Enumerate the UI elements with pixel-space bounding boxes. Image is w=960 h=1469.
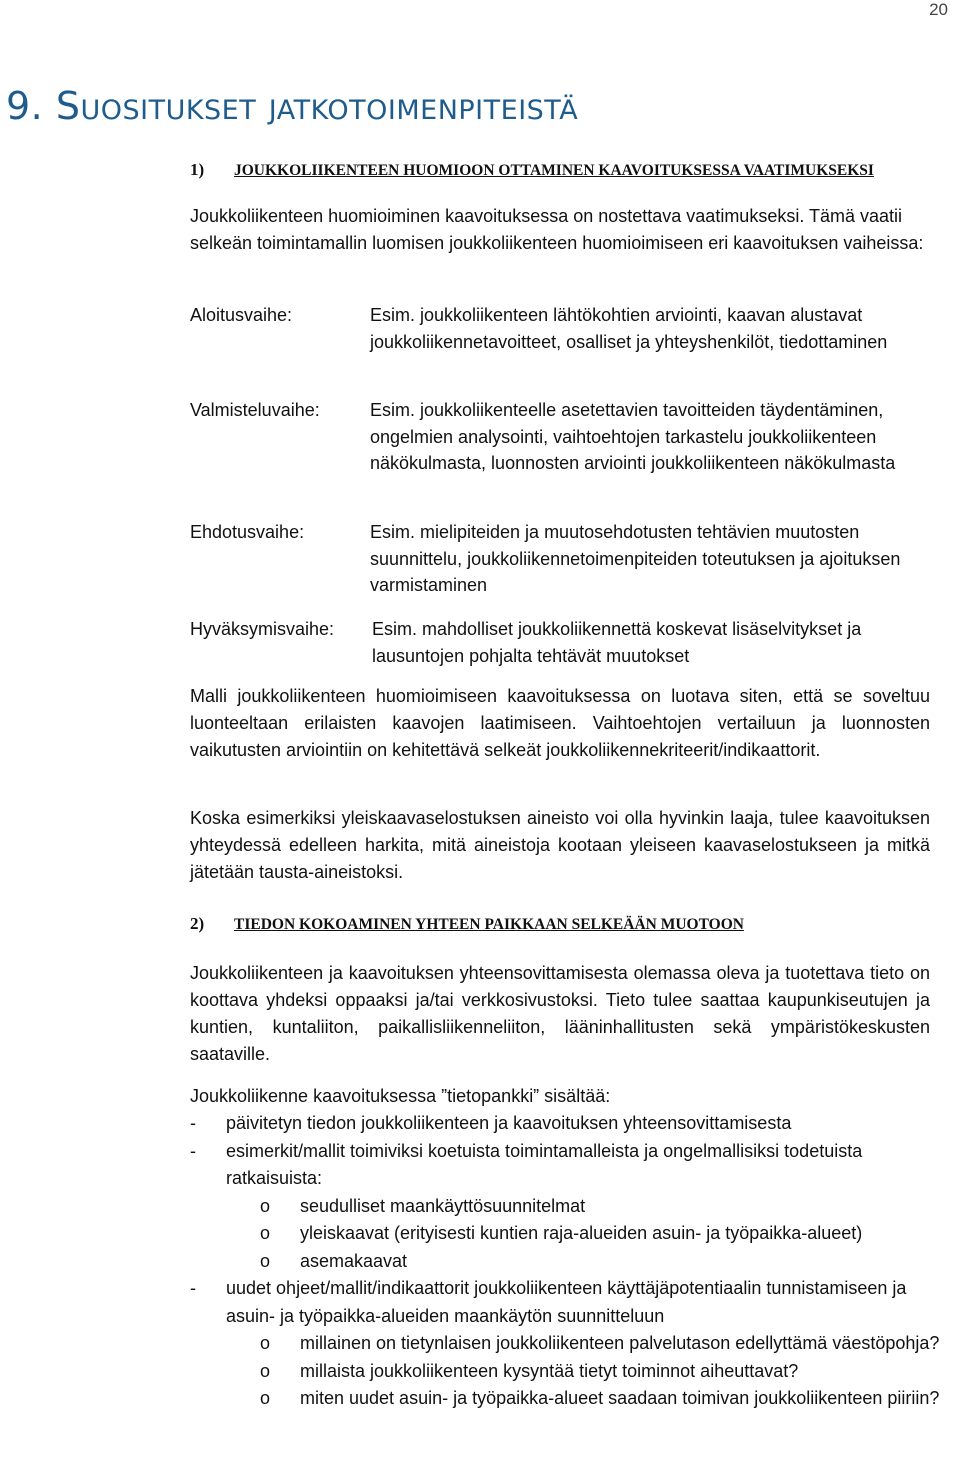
list-item [190, 1275, 950, 1330]
section-2-title: TIEDON KOKOAMINEN YHTEEN PAIKKAAN SELKEÄÄN MUOTOON [234, 916, 744, 933]
sub-list-item [190, 1385, 950, 1413]
sub-list-item-text: miten uudet asuin- ja työpaikka-alueet saadaan toimivan joukkoliikenteen piiriin? [300, 1388, 940, 1408]
sub-list-item-text: asemakaavat [300, 1250, 408, 1271]
phase-description: Esim. joukkoliikenteen lähtökohtien arviointi, kaavan alustavat joukkoliikennetavoitteet, osalliset ja yhteyshenkilöt, tiedottaminen [370, 305, 888, 352]
list-item-text: päivitetyn tiedon joukkoliikenteen ja kaavoituksen yhteensovittamisesta [226, 1113, 792, 1133]
circle-bullet: o [260, 1195, 271, 1216]
phase-description: Esim. mielipiteiden ja muutosehdotusten tehtävien muutosten suunnittelu, joukkoliikennetoimenpiteiden toteutuksen ja ajoituksen varmistaminen [370, 522, 901, 595]
circle-bullet: o [260, 1333, 271, 1353]
content-list [190, 1110, 950, 1413]
sub-list-item-text: millainen on tietynlaisen joukkoliikenteen palvelutason edellyttämä väestöpohja? [300, 1333, 940, 1353]
section-1-number: 1) [190, 160, 205, 179]
phase-label: Ehdotusvaihe: [190, 522, 305, 542]
section-2-paragraph: Joukkoliikenteen ja kaavoituksen yhteensovittamisesta olemassa oleva ja tuotettava tieto on koottava yhdeksi oppaaksi ja/tai verkkosivustoksi. Tieto tulee saattaa kaupunkiseutujen ja kuntien, kuntaliiton, paikallisliikenneliiton, lääninhallitusten sekä ympäristökeskusten saataville. [190, 963, 930, 1064]
section-1-paragraph: Koska esimerkiksi yleiskaavaselostuksen aineisto voi olla hyvinkin laaja, tulee kaavoituksen yhteydessä edelleen harkita, mitä aineistoja kootaan yleiseen kaavaselostukseen ja mitkä jätetään tausta-aineistoksi. [190, 808, 930, 882]
sub-list-item [190, 1193, 950, 1221]
list-item-text: uudet ohjeet/mallit/indikaattorit joukkoliikenteen käyttäjäpotentiaalin tunnistamiseen ja asuin- ja työpaikka-alueiden maankäytön suunnitteluun [226, 1278, 907, 1326]
sub-list-item [190, 1358, 950, 1386]
section-1-intro: Joukkoliikenteen huomioiminen kaavoituksessa on nostettava vaatimukseksi. Tämä vaatii selkeän toimintamallin luomisen joukkoliikenteen huomioimiseen eri kaavoituksen vaiheissa: [190, 206, 924, 253]
section-1-paragraph: Malli joukkoliikenteen huomioimiseen kaavoituksessa on luotava siten, että se soveltuu luonteeltaan erilaisten kaavojen laatimiseen. Vaihtoehtojen vertailuun ja luonnosten vaikutusten arviointiin on kehitettävä selkeät joukkoliikennekriteerit/indikaattorit. [190, 686, 930, 760]
dash-bullet: - [190, 1278, 196, 1298]
sub-list-item-text: yleiskaavat (erityisesti kuntien raja-alueiden asuin- ja työpaikka-alueet) [300, 1223, 863, 1243]
phase-label: Valmisteluvaihe: [190, 400, 320, 420]
list-item [190, 1138, 950, 1193]
section-2-number: 2) [190, 914, 205, 933]
phase-label: Aloitusvaihe: [190, 305, 293, 325]
circle-bullet: o [260, 1360, 271, 1381]
list-intro: Joukkoliikenne kaavoituksessa ”tietopankki” sisältää: [190, 1086, 611, 1106]
phase-description: Esim. mahdolliset joukkoliikennettä koskevat lisäselvitykset ja lausuntojen pohjalta tehtävät muutokset [372, 619, 862, 666]
dash-bullet: - [190, 1113, 196, 1133]
section-2-heading [190, 914, 744, 934]
phase-description: Esim. joukkoliikenteelle asetettavien tavoitteiden täydentäminen, ongelmien analysointi, vaihtoehtojen tarkastelu joukkoliikenteen näkökulmasta, luonnosten arviointi joukkoliikenteen näkökulmasta [370, 400, 896, 473]
phase-label: Hyväksymisvaihe: [190, 619, 335, 639]
circle-bullet: o [260, 1388, 271, 1408]
circle-bullet: o [260, 1223, 271, 1243]
list-item-text: esimerkit/mallit toimiviksi koetuista toimintamalleista ja ongelmallisiksi todetuista ratkaisuista: [226, 1140, 863, 1188]
sub-list-item-text: millaista joukkoliikenteen kysyntää tietyt toiminnot aiheuttavat? [300, 1360, 799, 1381]
circle-bullet: o [260, 1250, 271, 1271]
sub-list-item [190, 1220, 950, 1248]
section-1-title: JOUKKOLIIKENTEEN HUOMIOON OTTAMINEN KAAVOITUKSESSA VAATIMUKSEKSI [234, 162, 874, 179]
dash-bullet: - [190, 1140, 196, 1161]
sub-list-item [190, 1330, 950, 1358]
sub-list-item [190, 1248, 950, 1276]
list-item [190, 1110, 950, 1138]
page-title: 9. Suositukset jatkotoimenpiteistä [6, 84, 579, 128]
page-number: 20 [929, 0, 948, 19]
sub-list-item-text: seudulliset maankäyttösuunnitelmat [300, 1195, 586, 1216]
section-1-heading [190, 160, 874, 180]
